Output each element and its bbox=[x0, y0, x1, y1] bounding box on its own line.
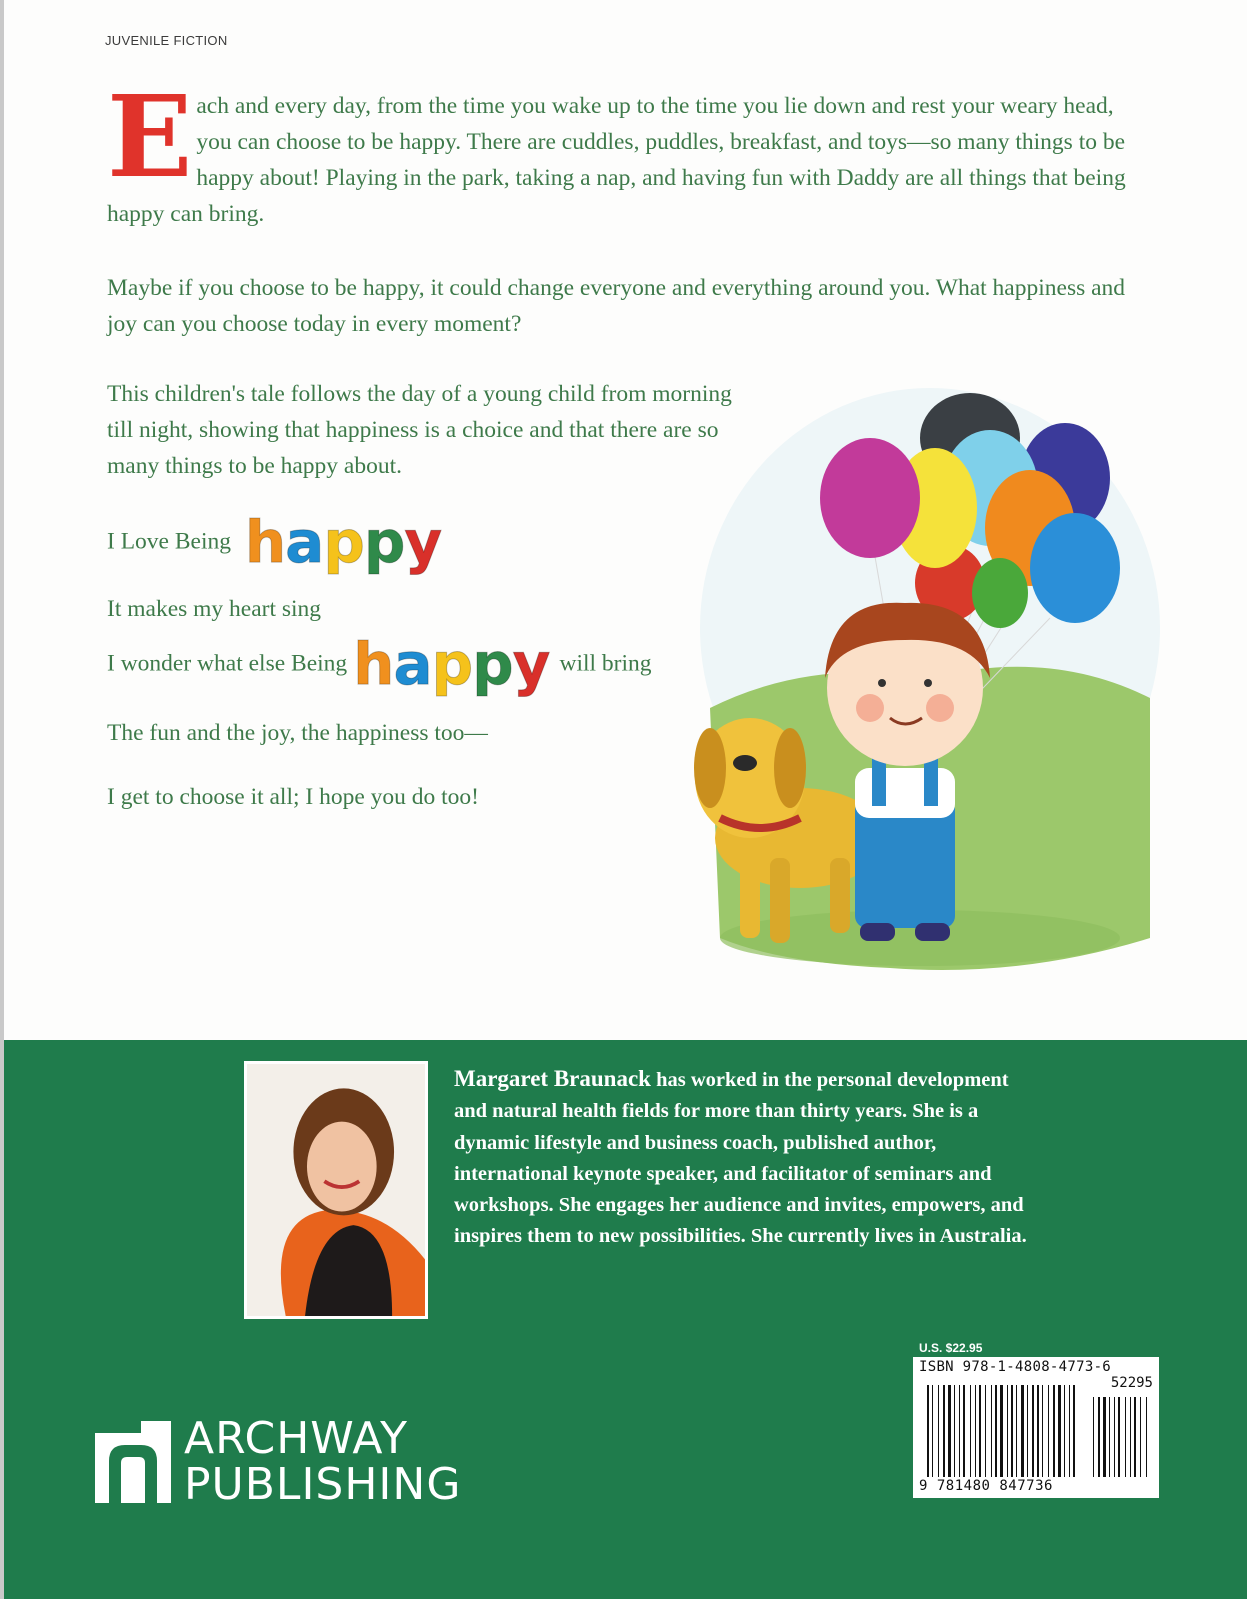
author-bio-text: has worked in the personal development and natural health fields for more than thirty years. She is a dynamic lifestyle and business coach, published author, international keynote speaker, and facilitator of seminars and workshops. She engages her audience and invites, empowers, and inspires them to new possibilities. She currently lives in Australia. bbox=[454, 1069, 1027, 1248]
author-name: Margaret Braunack bbox=[454, 1066, 651, 1091]
drop-cap: E bbox=[107, 72, 191, 203]
author-bio bbox=[454, 1063, 1044, 1253]
author-photo bbox=[244, 1061, 428, 1319]
poem-line-4: The fun and the joy, the happiness too— bbox=[107, 720, 488, 746]
paragraph-2: Maybe if you choose to be happy, it could change everyone and everything around you. What happiness and joy can you choose today in every moment? bbox=[107, 275, 1126, 337]
barcode-box bbox=[913, 1357, 1159, 1498]
isbn-text: ISBN 978-1-4808-4773-6 bbox=[919, 1359, 1112, 1375]
poem-line-2: It makes my heart sing bbox=[107, 596, 322, 622]
poem-line-3-suffix: will bring bbox=[559, 650, 652, 677]
publisher-name-line-2: PUBLISHING bbox=[184, 1459, 462, 1510]
poem-line-1 bbox=[107, 506, 441, 578]
paragraph-3: This children's tale follows the day of a young child from morning till night, showing that happiness is a choice and that there are so many things to be happy about. bbox=[107, 381, 732, 479]
ean-number: 9 781480 847736 bbox=[919, 1478, 1053, 1494]
happy-word: happy bbox=[244, 508, 442, 576]
boy-dog-balloons-illustration bbox=[690, 378, 1160, 998]
poem-line-3 bbox=[107, 628, 652, 700]
genre-label: JUVENILE FICTION bbox=[105, 33, 228, 48]
archway-logo-icon bbox=[95, 1421, 171, 1503]
poem-line-1-text: I Love Being bbox=[107, 528, 231, 555]
intro-paragraph bbox=[107, 72, 1147, 232]
publisher-name-line-1: ARCHWAY bbox=[184, 1413, 408, 1464]
price-label: U.S. $22.95 bbox=[919, 1341, 983, 1355]
barcode-bars bbox=[917, 1377, 1155, 1479]
price-code: 52295 bbox=[1110, 1375, 1153, 1391]
happy-word: happy bbox=[353, 630, 550, 698]
poem-line-3-text: I wonder what else Being bbox=[107, 650, 348, 677]
intro-text: ach and every day, from the time you wake up to the time you lie down and rest your weary head, you can choose to be happy. There are cuddles, puddles, breakfast, and toys—so many things to be happy about! Playing in the park, taking a nap, and having fun with Daddy are all things that being happy can bring. bbox=[107, 93, 1126, 227]
poem-line-5: I get to choose it all; I hope you do too! bbox=[107, 784, 480, 810]
